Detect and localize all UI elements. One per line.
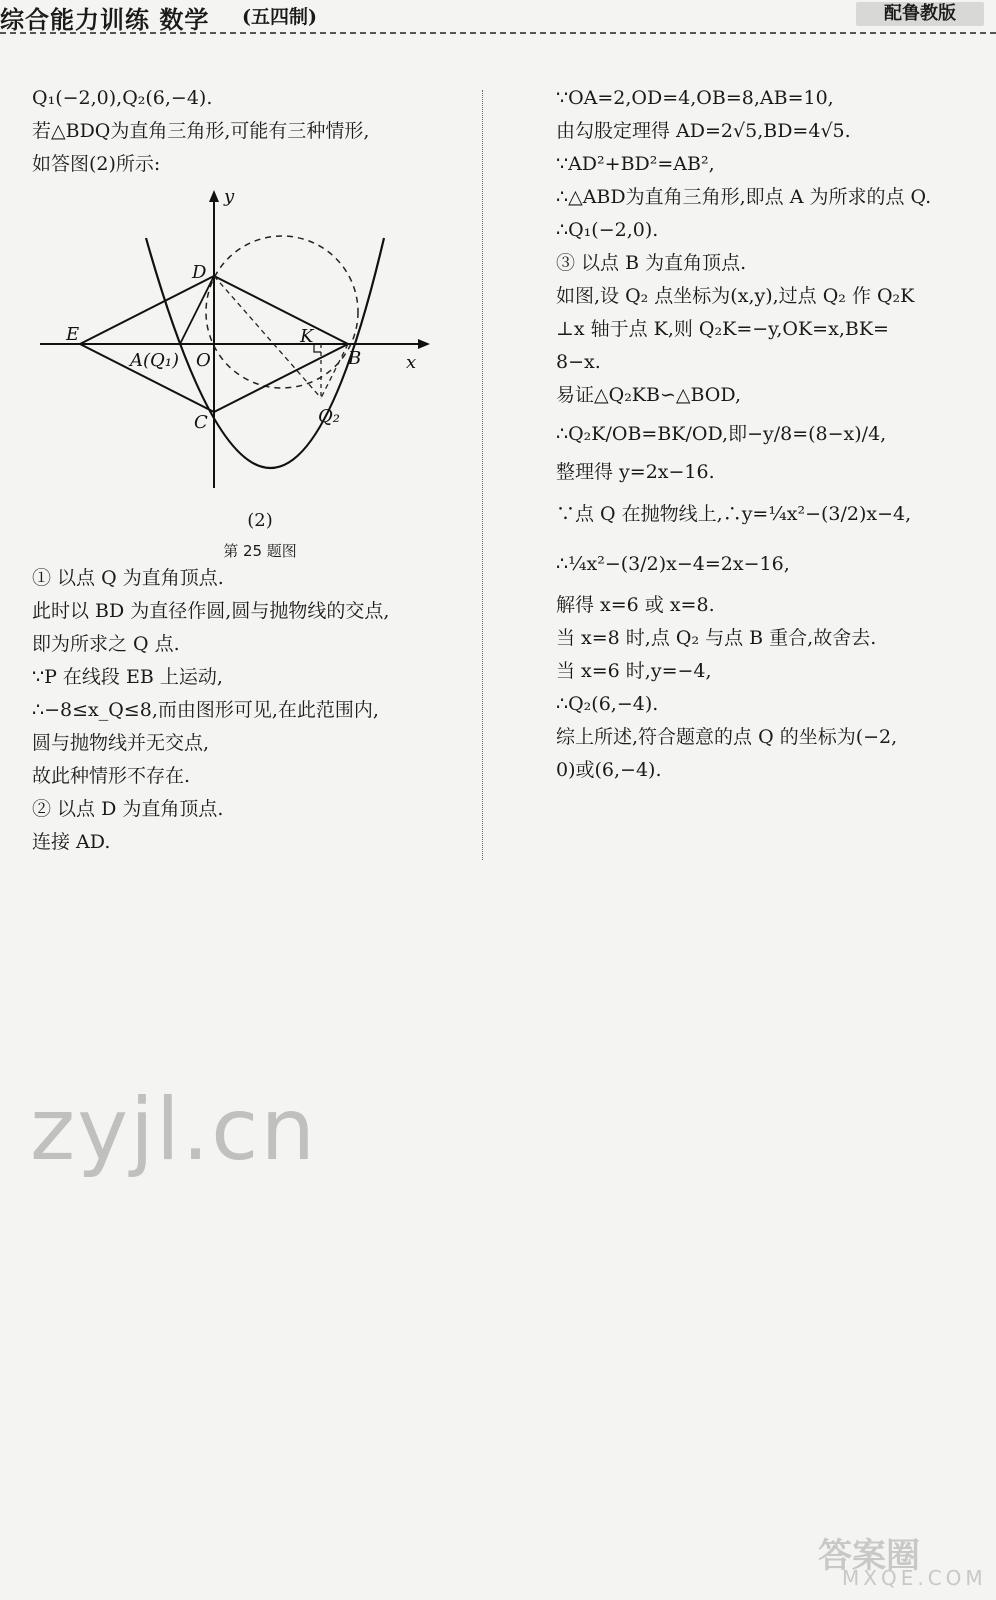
text-line: 此时以 BD 为直径作圆,圆与抛物线的交点, [32,600,390,622]
segment-bq2 [321,344,348,398]
text-line: ∵AD²+BD²=AB², [556,153,715,175]
label-c: C [194,412,208,433]
text-line: 由勾股定理得 AD=2√5,BD=4√5. [556,120,851,142]
text-line: 综上所述,符合题意的点 Q 的坐标为(−2, [556,726,898,748]
text-line: ∴Q₁(−2,0). [556,219,659,241]
text-line: 如图,设 Q₂ 点坐标为(x,y),过点 Q₂ 作 Q₂K [556,285,915,307]
label-a: A(Q₁) [130,350,180,371]
book-edition: (五四制) [242,6,317,28]
right-column [556,82,976,787]
text-line: ∴△ABD为直角三角形,即点 A 为所求的点 Q. [556,186,932,208]
label-x: x [406,352,417,373]
right-angle-mark [314,344,321,352]
text-line: ∵OA=2,OD=4,OB=8,AB=10, [556,87,834,109]
label-b: B [348,348,362,369]
geometry-diagram [38,188,438,498]
label-e: E [66,324,80,345]
figure-caption: (2) [247,510,273,531]
text-line: ∴−8≤x_Q≤8,而由图形可见,在此范围内, [32,699,379,721]
text-line: ∴Q₂K/OB=BK/OD,即−y/8=(8−x)/4, [556,423,887,445]
label-k: K [300,326,314,347]
figure-title: 第 25 题图 [223,542,297,560]
text-line: 当 x=8 时,点 Q₂ 与点 B 重合,故舍去. [556,627,877,649]
text-line: 当 x=6 时,y=−4, [556,660,712,682]
text-line: 连接 AD. [32,831,111,853]
text-line: 如答图(2)所示: [32,153,161,175]
circle-bd-diameter [206,236,358,388]
label-q2: Q₂ [318,406,340,427]
page-header [0,0,996,34]
header-divider [0,32,996,34]
text-line: 8−x. [556,351,601,373]
text-line: ∴Q₂(6,−4). [556,693,659,715]
text-line: 若△BDQ为直角三角形,可能有三种情形, [32,120,370,142]
text-line: 整理得 y=2x−16. [556,461,715,483]
text-line: ① 以点 Q 为直角顶点. [32,567,224,589]
left-column [32,82,462,181]
y-axis-arrow-icon [209,190,219,202]
text-line: 即为所求之 Q 点. [32,633,180,655]
text-line: ② 以点 D 为直角顶点. [32,798,224,820]
text-line: 0)或(6,−4). [556,759,662,781]
book-title: 综合能力训练 数学 [0,6,210,34]
left-column-bottom [32,562,472,859]
column-divider [482,90,483,860]
text-line: ③ 以点 B 为直角顶点. [556,252,747,274]
text-line: ∵点 Q 在抛物线上,∴y=¼x²−(3/2)x−4, [556,503,912,525]
label-y: y [224,188,235,207]
figure [38,188,438,502]
x-axis-arrow-icon [418,339,430,349]
text-line: 故此种情形不存在. [32,765,191,787]
label-d: D [192,262,207,283]
text-line: ⊥x 轴于点 K,则 Q₂K=−y,OK=x,BK= [556,318,889,340]
text-line: ∵P 在线段 EB 上运动, [32,666,223,688]
segment-ad [180,276,214,344]
text-line: 解得 x=6 或 x=8. [556,594,715,616]
site-watermark: zyjl.cn [30,1080,317,1180]
publisher-badge: 配鲁教版 [856,2,984,26]
text-line: 圆与抛物线并无交点, [32,732,210,754]
corner-watermark: 答案圈 [818,1536,920,1576]
text-line: 易证△Q₂KB∽△BOD, [556,384,741,406]
corner-watermark-url: MXQE.COM [842,1566,987,1590]
label-o: O [196,350,211,371]
text-line: Q₁(−2,0),Q₂(6,−4). [32,87,213,109]
text-line: ∴¼x²−(3/2)x−4=2x−16, [556,553,790,575]
